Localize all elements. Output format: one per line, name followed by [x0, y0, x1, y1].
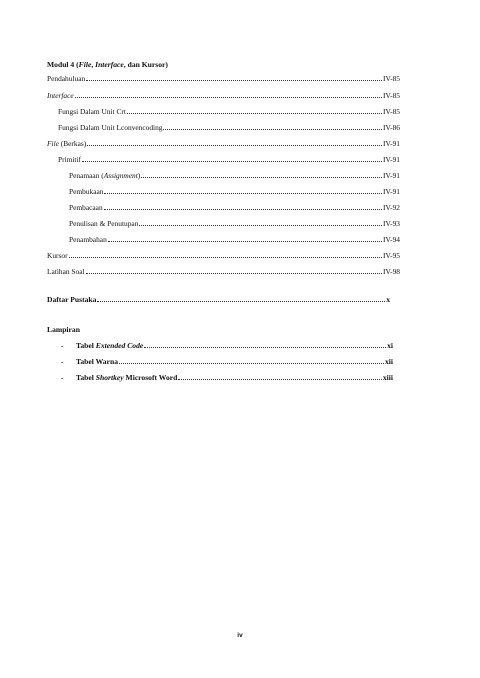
toc-entry-interface[interactable]: Interface IV-85: [47, 91, 400, 100]
toc-entry-tabel-extended-code[interactable]: Tabel Extended Code xi: [76, 341, 393, 350]
toc-entry-penamaan[interactable]: Penamaan (Assignment) IV-91: [69, 171, 400, 180]
toc-entry-latihan-soal[interactable]: Latihan Soal IV-98: [47, 267, 400, 276]
list-bullet: -: [61, 373, 64, 382]
toc-entry-kursor[interactable]: Kursor IV-95: [47, 251, 400, 260]
list-bullet: -: [61, 357, 64, 366]
toc-entry-pembukaan[interactable]: Pembukaan IV-91: [69, 187, 400, 196]
toc-entry-fungsi-lconvencoding[interactable]: Fungsi Dalam Unit Lconvencoding IV-86: [58, 123, 400, 132]
lampiran-heading: Lampiran: [47, 325, 80, 334]
toc-entry-primitif[interactable]: Primitif IV-91: [58, 155, 400, 164]
toc-entry-penulisan[interactable]: Penulisan & Penutupan IV-93: [69, 219, 400, 228]
module-heading-interface: Interface: [95, 60, 124, 69]
list-bullet: -: [61, 341, 64, 350]
toc-entry-tabel-shortkey[interactable]: Tabel Shortkey Microsoft Word xiii: [76, 373, 393, 382]
page-number: iv: [237, 632, 243, 639]
toc-entry-daftar-pustaka[interactable]: Daftar Pustaka x: [47, 295, 390, 304]
toc-entry-pembacaan[interactable]: Pembacaan IV-92: [69, 203, 400, 212]
toc-entry-fungsi-crt[interactable]: Fungsi Dalam Unit Crt IV-85: [58, 107, 400, 116]
toc-entry-tabel-warna[interactable]: Tabel Warna xii: [76, 357, 393, 366]
toc-entry-pendahuluan[interactable]: Pendahuluan IV-85: [47, 74, 400, 83]
module-heading: Modul 4 (File, Interface, dan Kursor): [47, 60, 168, 69]
module-heading-file: File: [78, 60, 92, 69]
toc-entry-penambahan[interactable]: Penambahan IV-94: [69, 235, 400, 244]
toc-entry-file-berkas[interactable]: File (Berkas) IV-91: [47, 139, 400, 148]
